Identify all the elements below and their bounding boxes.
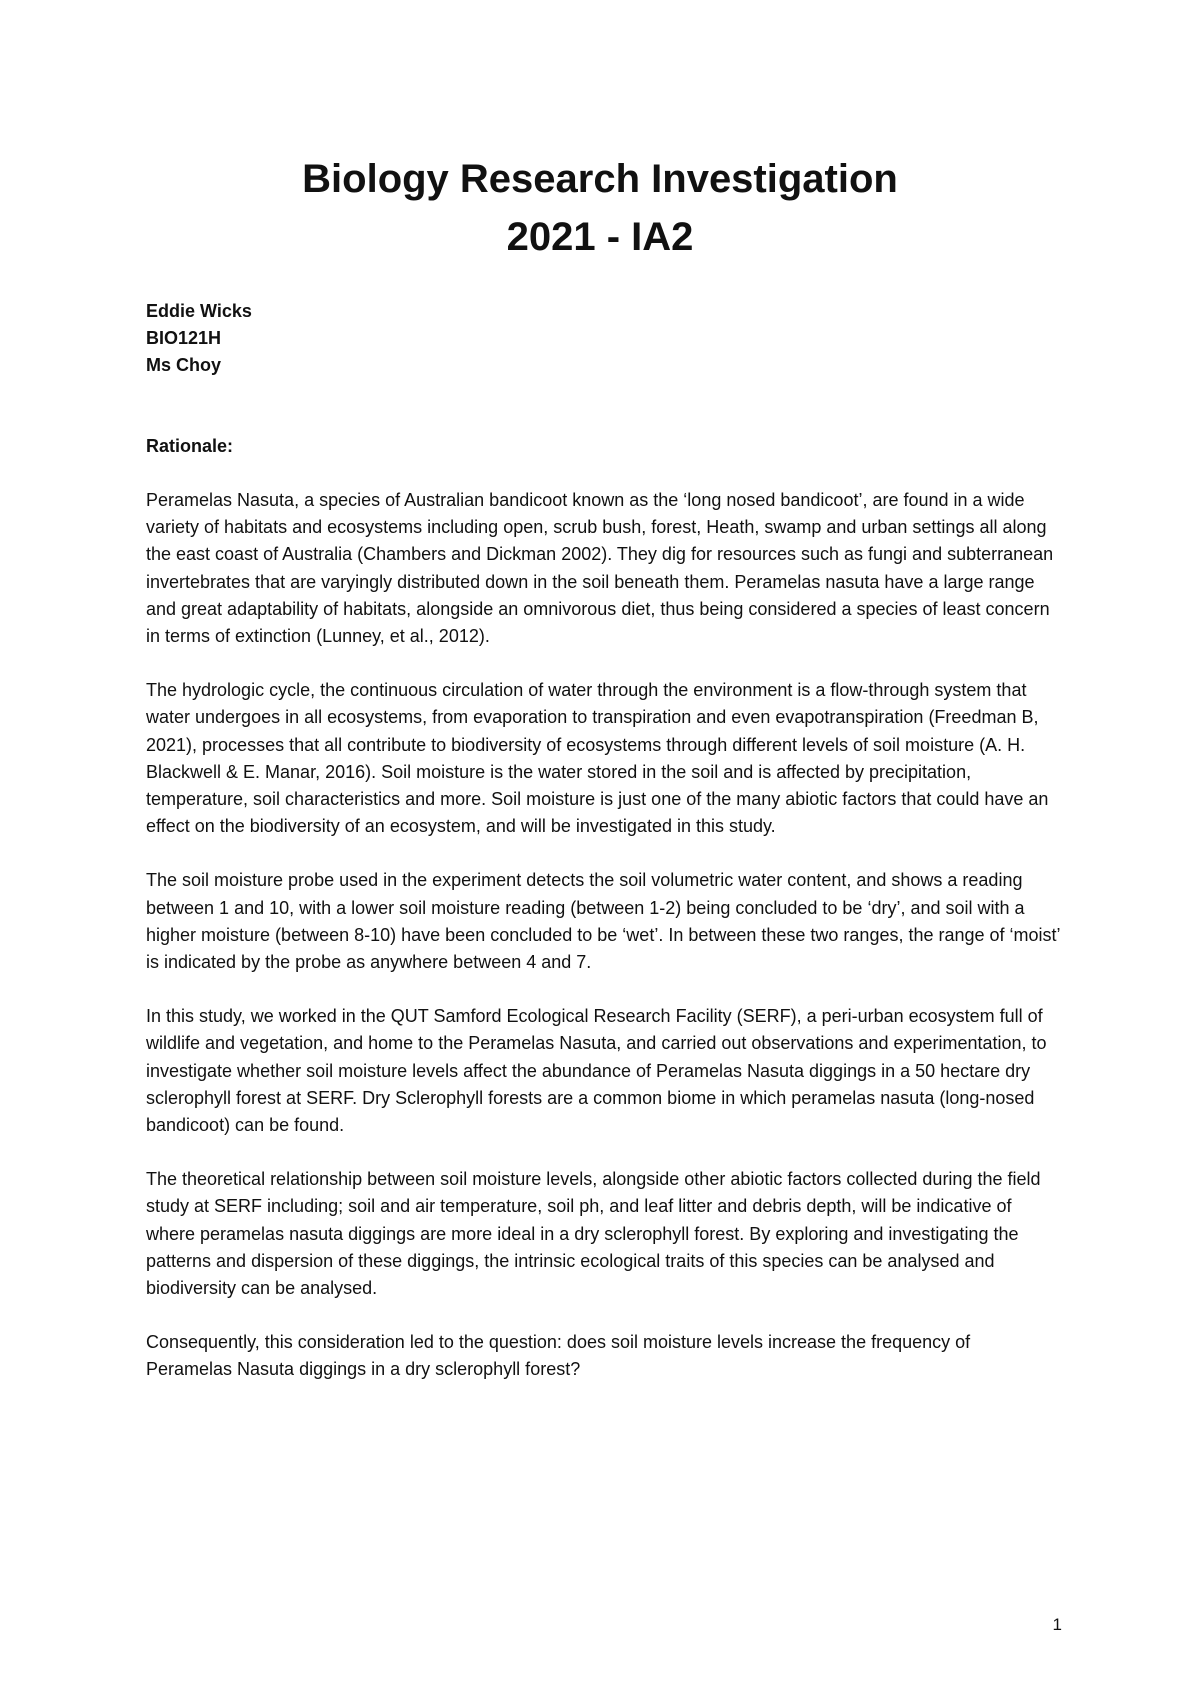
rationale-body: [146, 487, 1061, 1411]
paragraph-1: Peramelas Nasuta, a species of Australian bandicoot known as the ‘long nosed bandicoot’, are found in a wide variety of habitats and ecosystems including open, scrub bush, forest, Heath, swamp and urban settings all along the east coast of Australia (Chambers and Dickman 2002). They dig for resources such as fungi and subterranean invertebrates that are varyingly distributed down in the soil beneath them. Peramelas nasuta have a large range and great adaptability of habitats, alongside an omnivorous diet, thus being considered a species of least concern in terms of extinction (Lunney, et al., 2012).: [146, 490, 1054, 647]
teacher-name: Ms Choy: [146, 355, 222, 375]
section-heading-rationale: Rationale:: [146, 436, 234, 456]
paragraph-2: The hydrologic cycle, the continuous circulation of water through the environment is a flow-through system that water undergoes in all ecosystems, from evaporation to transpiration and even evapotranspiration (Freedman B, 2021), processes that all contribute to biodiversity of ecosystems through different levels of soil moisture (A. H. Blackwell & E. Manar, 2016). Soil moisture is the water stored in the soil and is affected by precipitation, temperature, soil characteristics and more. Soil moisture is just one of the many abiotic factors that could have an effect on the biodiversity of an ecosystem, and will be investigated in this study.: [146, 680, 1049, 837]
paragraph-6: Consequently, this consideration led to the question: does soil moisture levels increase the frequency of Peramelas Nasuta diggings in a dry sclerophyll forest?: [146, 1332, 971, 1380]
paragraph-3: The soil moisture probe used in the experiment detects the soil volumetric water content, and shows a reading between 1 and 10, with a lower soil moisture reading (between 1-2) being concluded to be ‘dry’, and soil with a higher moisture (between 8-10) have been concluded to be ‘wet’. In between these two ranges, the range of ‘moist’ is indicated by the probe as anywhere between 4 and 7.: [146, 870, 1060, 973]
page-number: 1: [1052, 1615, 1062, 1634]
title-line-1: Biology Research Investigation: [302, 157, 898, 201]
document-title: [0, 150, 1200, 266]
class-code: BIO121H: [146, 328, 222, 348]
author-info: [146, 298, 252, 379]
paragraph-4: In this study, we worked in the QUT Samford Ecological Research Facility (SERF), a peri-urban ecosystem full of wildlife and vegetation, and home to the Peramelas Nasuta, and carried out observations and experimentation, to investigate whether soil moisture levels affect the abundance of Peramelas Nasuta diggings in a 50 hectare dry sclerophyll forest at SERF. Dry Sclerophyll forests are a common biome in which peramelas nasuta (long-nosed bandicoot) can be found.: [146, 1006, 1047, 1136]
title-line-2: 2021 - IA2: [506, 215, 694, 259]
paragraph-5: The theoretical relationship between soil moisture levels, alongside other abiotic factors collected during the field study at SERF including; soil and air temperature, soil ph, and leaf litter and debris depth, will be indicative of where peramelas nasuta diggings are more ideal in a dry sclerophyll forest. By exploring and investigating the patterns and dispersion of these diggings, the intrinsic ecological traits of this species can be analysed and biodiversity can be analysed.: [146, 1169, 1041, 1299]
author-name: Eddie Wicks: [146, 301, 252, 321]
